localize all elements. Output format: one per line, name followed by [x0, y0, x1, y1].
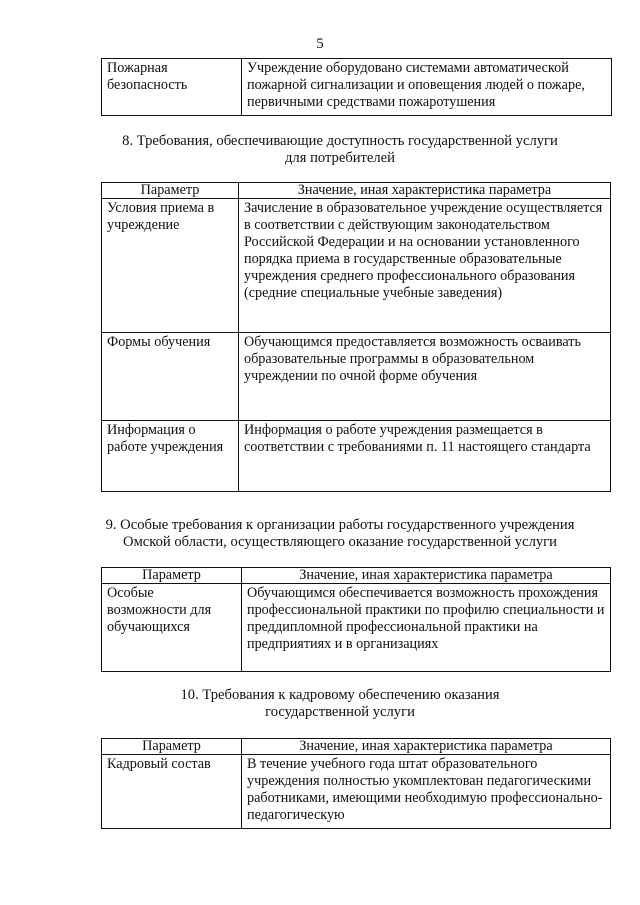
staffing-table	[101, 738, 611, 829]
value-cell: Зачисление в образовательное учреждение осуществляется в соответствии с действующим законодательством Российской Федерации и на основании установленного порядка приема в государственные образовательные учреждения среднего профессионального образования (средние специальные учебные заведения)	[239, 199, 611, 333]
column-header-value: Значение, иная характеристика параметра	[242, 568, 611, 584]
section-9-title-line2: Омской области, осуществляющего оказание государственной услуги	[123, 534, 557, 550]
value-cell: Учреждение оборудовано системами автоматической пожарной сигнализации и оповещения людей о пожаре, первичными средствами пожаротушения	[242, 59, 612, 116]
param-cell: Пожарная безопасность	[102, 59, 242, 116]
column-header-param: Параметр	[102, 183, 239, 199]
section-9-title	[60, 517, 620, 551]
section-8-title-line1: 8. Требования, обеспечивающие доступность государственной услуги	[122, 133, 558, 149]
fire-safety-table	[101, 58, 612, 116]
value-cell: Обучающимся предоставляется возможность осваивать образовательные программы в образовательном учреждении по очной форме обучения	[239, 333, 611, 421]
table-header-row	[102, 568, 611, 584]
table-row	[102, 333, 611, 421]
value-cell: Обучающимся обеспечивается возможность прохождения профессиональной практики по профилю специальности и преддипломной профессиональной практики на предприятиях и в организациях	[242, 584, 611, 672]
param-cell: Кадровый состав	[102, 755, 242, 829]
value-cell: В течение учебного года штат образовательного учреждения полностью укомплектован педагогическими работниками, имеющими необходимую профессионально-педагогическую	[242, 755, 611, 829]
param-cell: Условия приема в учреждение	[102, 199, 239, 333]
table-header-row	[102, 183, 611, 199]
accessibility-table	[101, 182, 611, 492]
section-10-title-line2: государственной услуги	[265, 704, 415, 720]
column-header-param: Параметр	[102, 568, 242, 584]
table-row	[102, 755, 611, 829]
table-row	[102, 584, 611, 672]
section-10-title-line1: 10. Требования к кадровому обеспечению оказания	[180, 687, 500, 703]
special-requirements-table	[101, 567, 611, 672]
table-row	[102, 199, 611, 333]
param-cell: Формы обучения	[102, 333, 239, 421]
column-header-value: Значение, иная характеристика параметра	[242, 739, 611, 755]
section-8-title-line2: для потребителей	[285, 150, 395, 166]
value-cell: Информация о работе учреждения размещается в соответствии с требованиями п. 11 настоящего стандарта	[239, 421, 611, 492]
param-cell: Особые возможности для обучающихся	[102, 584, 242, 672]
table-row	[102, 421, 611, 492]
column-header-param: Параметр	[102, 739, 242, 755]
table-header-row	[102, 739, 611, 755]
section-8-title	[60, 133, 620, 167]
page-number: 5	[316, 36, 324, 52]
section-10-title	[60, 687, 620, 721]
column-header-value: Значение, иная характеристика параметра	[239, 183, 611, 199]
section-9-title-line1: 9. Особые требования к организации работы государственного учреждения	[105, 517, 575, 533]
table-row	[102, 59, 612, 116]
param-cell: Информация о работе учреждения	[102, 421, 239, 492]
